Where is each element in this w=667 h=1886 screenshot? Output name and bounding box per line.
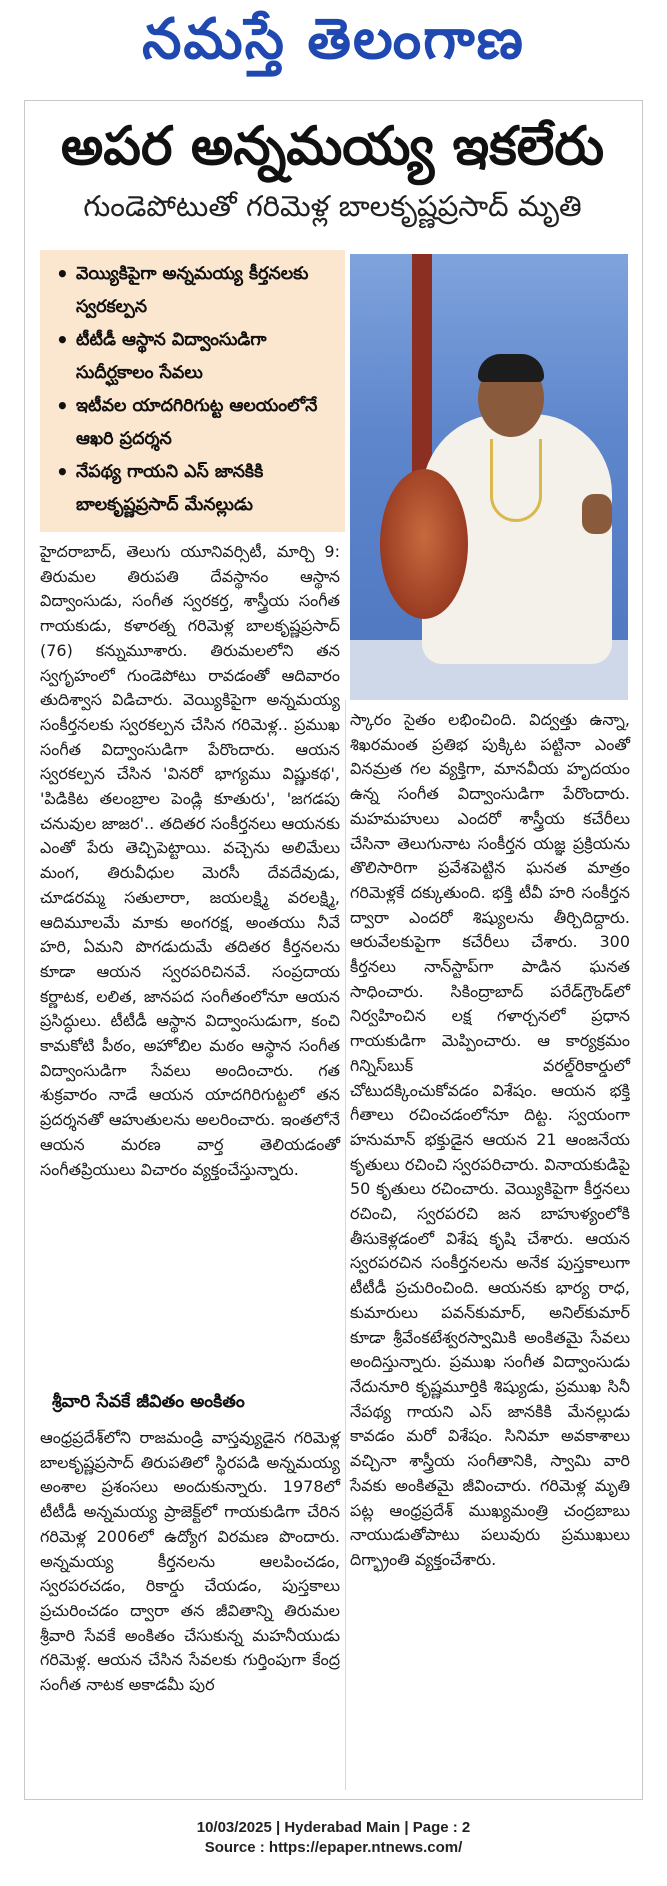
bullet-icon: • [56,328,69,352]
edition-info: 10/03/2025 | Hyderabad Main | Page : 2 [196,1819,471,1836]
article-headline: అపర అన్నమయ్య ఇకలేరు [60,116,605,177]
musician-photo [350,254,628,700]
bullet-icon: • [56,460,69,484]
highlight-item: • టీటీడీ ఆస్థాన విద్వాంసుడిగా సుదీర్ఘకాలం సేవలు [52,324,333,390]
page-footer [0,1818,667,1858]
highlight-item: • ఇటీవల యాదగిరిగుట్ట ఆలయంలోనే ఆఖరి ప్రదర్శన [52,390,333,456]
source-link[interactable]: Source : https://epaper.ntnews.com/ [204,1839,463,1856]
highlight-item: • నేపథ్య గాయని ఎస్ జానకికి బాలకృష్ణప్రసాద్ మేనల్లుడు [52,456,333,522]
article-body-left: హైదరాబాద్, తెలుగు యూనివర్సిటీ, మార్చి 9: తిరుమల తిరుపతి దేవస్థానం ఆస్థాన విద్వాంసుడు, సంగీత స్వరకర్త, శాస్త్రీయ సంగీత గాయకుడు, కళారత్న గరిమెళ్ల బాలకృష్ణప్రసాద్ (76) కన్నుమూశారు. తిరుమలలోని తన స్వగృహంలో గుండెపోటు రావడంతో ఆదివారం తుదిశ్వాస విడిచారు. వెయ్యికిపైగా అన్నమయ్య సంకీర్తనలకు స్వరకల్పన చేసిన గరిమెళ్ల.. ప్రముఖ సంగీత విద్వాంసుడిగా పేరొందారు. ఆయన స్వరకల్పన చేసిన 'వినరో భాగ్యము విష్ణుకథ', 'పిడికిట తలంబ్రాల పెండ్లి కూతురు', 'జగడపు చనువుల జాజర'.. తదితర సంకీర్తనలు ఆయనకు ఎంతో పేరు తెచ్చిపెట్టాయి. వచ్చెను అలిమేలు మంగ, తిరువీధుల మెరసీ దేవదేవుడు, చూడరమ్మ సతులారా, జయలక్ష్మి వరలక్ష్మి, ఆదిమూలమే మాకు అంగరక్ష, అంతయు నీవే హరి, ఏమని పొగడుదుమే తదితర కీర్తనలను కూడా ఆయన స్వరపరిచినవే. సంప్రదాయ కర్ణాటక, లలిత, జానపద సంగీతంలోనూ ఆయన ప్రసిద్ధులు. టీటీడీ ఆస్థాన విద్వాంసుడుగా, కంచి కామకోటి పీఠం, అహోబిల మఠం ఆస్థాన సంగీత విద్వాంసుడిగా సేవలు అందించారు. గత శుక్రవారం నాడే ఆయన యాదగిరిగుట్టలో తన ప్రదర్శనతో ఆహుతులను అలరించారు. ఇంతలోనే ఆయన మరణ వార్త తెలియడంతో సంగీతప్రియులు విచారం వ్యక్తంచేస్తున్నారు. [40,542,340,1179]
bullet-icon: • [56,262,69,286]
article-body-right: స్కారం సైతం లభించింది. విద్వత్తు ఉన్నా, శిఖరమంత ప్రతిభ పుక్కిట పట్టినా ఎంతో వినమ్రత గల వ్యక్తిగా, మానవీయ హృదయం ఉన్న సంగీత విద్వాంసుడిగా పేరొందారు. మహమహులు ఎందరో శాస్త్రీయ కచేరీలు చేసినా తెలుగునాట సంకీర్తన యజ్ఞ ప్రక్రియను తొలిసారిగా ప్రవేశపెట్టిన ఘనత మాత్రం గరిమెళ్లకే దక్కుతుంది. భక్తి టీవీ హరి సంకీర్తన ద్వారా ఎందరో శిష్యులను తీర్చిదిద్దారు. ఆరువేలకుపైగా కచేరీలు చేశారు. 300 కీర్తనలు నాన్‌స్టాప్‌గా పాడిన ఘనత సాధించారు. సికింద్రాబాద్ పరేడ్‌గ్రౌండ్‌లో నిర్వహించిన లక్ష గళార్చనలో ప్రధాన గాయకుడిగా మెప్పించారు. ఆ కార్యక్రమం గిన్నిస్‌బుక్ వరల్డ్‌రికార్డులో చోటుదక్కించుకోవడం విశేషం. ఆయన భక్తి గీతాలు రచించడంలోనూ దిట్ట. స్వయంగా హనుమాన్ భక్తుడైన ఆయన 21 ఆంజనేయ కృతులు రచించి స్వరపరిచారు. వినాయకుడిపై 50 కృతులు రచించారు. వెయ్యికిపైగా కీర్తనలు రచించి, స్వరపరచి జన బాహుళ్యంలోకి తీసుకెళ్లడంలో విశేష కృషి చేశారు. ఆయన స్వరపరచిన సంకీర్తనలను అనేక పుస్తకాలుగా టీటీడీ ప్రచురించింది. ఆయనకు భార్య రాధ, కుమారులు పవన్‌కుమార్, అనిల్‌కుమార్ కూడా శ్రీవేంకటేశ్వరస్వామికి అంకితమై సేవలు అందిస్తున్నారు. ప్రముఖ సంగీత విద్వాంసుడు నేదునూరి కృష్ణమూర్తికి శిష్యుడు, ప్రముఖ సినీ నేపథ్య గాయని ఎస్ జానకికి మేనల్లుడు కావడం మరో విశేషం. సినిమా అవకాశాలు వచ్చినా శాస్త్రీయ సంగీతానికి, స్వామి వారి సేవకు అంకితమై జీవించారు. గరిమెళ్ల మృతి పట్ల ఆంధ్రప్రదేశ్ ముఖ్యమంత్రి చంద్రబాబు నాయుడుతోపాటు పలువురు ప్రముఖులు దిగ్భ్రాంతి వ్యక్తంచేశారు. [350,710,630,1569]
newspaper-masthead: నమస్తే తెలంగాణ [142,7,525,72]
article-subheadline: గుండెపోటుతో గరిమెళ్ల బాలకృష్ణప్రసాద్ మృతి [83,189,582,223]
highlights-box [40,250,345,532]
article-body-left-continued: ఆంధ్రప్రదేశ్‌లోని రాజమండ్రి వాస్తవ్యుడైన గరిమెళ్ల బాలకృష్ణప్రసాద్ తిరుపతిలో స్థిరపడి అన్నమయ్య అంశాల ప్రశంసలు అందుకున్నారు. 1978లో టీటీడీ అన్నమయ్య ప్రాజెక్ట్‌లో గాయకుడిగా చేరిన గరిమెళ్ల 2006లో ఉద్యోగ విరమణ పొందారు. అన్నమయ్య కీర్తనలను ఆలపించడం, స్వరపరచడం, రికార్డు చేయడం, పుస్తకాలు ప్రచురించడం ద్వారా తన జీవితాన్ని తిరుమల శ్రీవారి సేవకే అంకితం చేసుకున్న మహనీయుడు గరిమెళ్ల. ఆయన చేసిన సేవలకు గుర్తింపుగా కేంద్ర సంగీత నాటక అకాడమీ పుర [40,1428,340,1695]
highlight-item: • వెయ్యికిపైగా అన్నమయ్య కీర్తనలకు స్వరకల్పన [52,258,333,324]
veena-body [380,469,468,619]
section-subheading: శ్రీవారి సేవకే జీవితం అంకితం [52,1392,245,1412]
bullet-icon: • [56,394,69,418]
column-divider [345,700,346,1790]
